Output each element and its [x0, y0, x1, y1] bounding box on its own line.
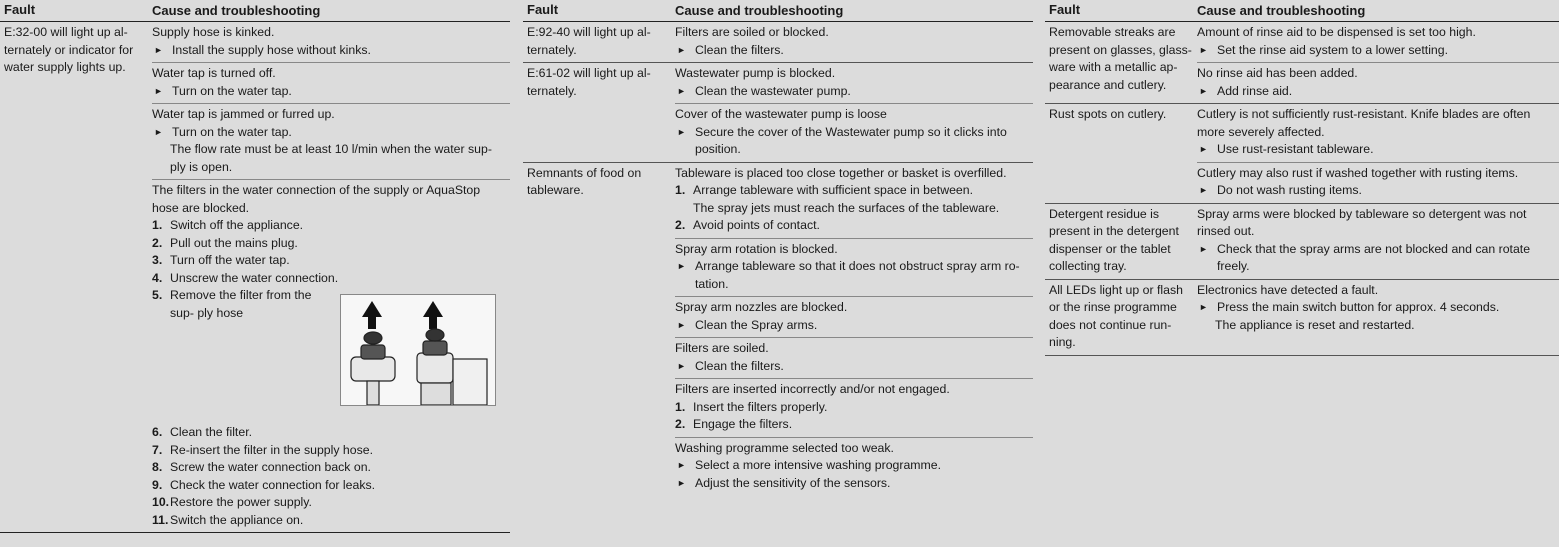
bullet-item: ► Install the supply hose without kinks. — [152, 42, 510, 60]
table-row — [1045, 104, 1559, 204]
fault-header: Fault — [4, 2, 36, 18]
triangle-icon: ► — [677, 85, 686, 96]
cause-block: Cutlery may also rust if washed together with rusting items. ► Do not wash rusting items. — [1197, 163, 1559, 203]
cause-block: Washing programme selected too weak. ► Select a more intensive washing programme. ► Adjust the sensitivity of the sensors. — [675, 438, 1033, 496]
fault-text: Detergent residue is present in the detergent dispenser or the tablet collecting tray. — [1049, 206, 1179, 273]
cause-block: Cover of the wastewater pump is loose ► Secure the cover of the Wastewater pump so it clicks into position. — [675, 104, 1033, 162]
cause-block: Filters are soiled. ► Clean the filters. — [675, 338, 1033, 379]
step-item: 6. Clean the filter. — [152, 425, 253, 439]
cause-title: Water tap is jammed or furred up. — [152, 107, 335, 121]
table-column-1 — [0, 0, 510, 533]
fault-text: E:61-02 will light up al- ternately. — [527, 66, 651, 98]
cause-block — [152, 22, 510, 63]
step-item: 10. Restore the power supply. — [152, 495, 312, 509]
triangle-icon: ► — [677, 477, 686, 488]
triangle-icon: ► — [1199, 44, 1208, 55]
cause-block — [152, 63, 510, 104]
cause-block: Spray arm rotation is blocked. ► Arrange tableware so that it does not obstruct spray arm ro- tation. — [675, 239, 1033, 298]
step-item: 4. Unscrew the water connection. — [152, 270, 339, 285]
table-row — [0, 22, 510, 533]
triangle-icon: ► — [154, 126, 163, 137]
triangle-icon: ► — [677, 44, 686, 55]
table-header — [523, 0, 1033, 22]
step-item: 3. Turn off the water tap. — [152, 253, 290, 267]
cause-block: Spray arm nozzles are blocked. ► Clean the Spray arms. — [675, 297, 1033, 338]
fault-header: Fault — [1049, 2, 1081, 18]
table-header — [1045, 0, 1559, 22]
bullet-item: ► Turn on the water tap. — [152, 83, 510, 101]
triangle-icon: ► — [677, 460, 686, 470]
cause-title: Supply hose is kinked. — [152, 25, 275, 39]
fault-text: E:32-00 will light up al- ternately or indicator for water supply lights up. — [4, 25, 134, 74]
cause-block: Electronics have detected a fault. ► Press the main switch button for approx. 4 seconds. The appliance is reset and restarted. — [1197, 282, 1500, 332]
table-row — [523, 163, 1033, 496]
step-item: 8. Screw the water connection back on. — [152, 460, 371, 474]
cause-header: Cause and troubleshooting — [1197, 2, 1366, 18]
cause-title: The filters in the water connection of the supply or AquaStop hose are blocked. — [152, 183, 481, 215]
table-header — [0, 0, 510, 22]
triangle-icon: ► — [677, 319, 686, 330]
triangle-icon: ► — [1199, 85, 1208, 96]
triangle-icon: ► — [1199, 185, 1208, 195]
fault-text: Removable streaks are present on glasses, glass- ware with a metallic ap- pearance and cutlery. — [1049, 25, 1192, 92]
triangle-icon: ► — [1199, 243, 1208, 254]
triangle-icon: ► — [1199, 144, 1208, 154]
table-column-3 — [1045, 0, 1559, 356]
table-row — [523, 63, 1033, 163]
triangle-icon: ► — [677, 261, 686, 271]
fault-text: Rust spots on cutlery. — [1049, 107, 1167, 121]
cause-block: Spray arms were blocked by tableware so detergent was not rinsed out. ► Check that the spray arms are not blocked and can rotate freely. — [1197, 204, 1559, 279]
filter-illustration — [340, 294, 496, 406]
step-item: 7. Re-insert the filter in the supply hose. — [152, 442, 374, 457]
table-row — [1045, 280, 1559, 356]
cause-block: Amount of rinse aid to be dispensed is set too high. ► Set the rinse aid system to a lower setting. — [1197, 22, 1559, 63]
bullet-item: ► Turn on the water tap. — [152, 124, 510, 142]
step-item: 9. Check the water connection for leaks. — [152, 477, 376, 492]
cause-block: Tableware is placed too close together or basket is overfilled. 1. Arrange tableware with sufficient space in between. The spray jets must reach the surfaces of the tableware. 2. Avoid points of contact. — [675, 163, 1033, 239]
cause-block: Filters are soiled or blocked. ► Clean the filters. — [675, 22, 1033, 62]
cause-header: Cause and troubleshooting — [152, 2, 321, 18]
cause-block: No rinse aid has been added. ► Add rinse aid. — [1197, 63, 1559, 103]
cause-block: Wastewater pump is blocked. ► Clean the wastewater pump. — [675, 63, 1033, 104]
fault-text: E:92-40 will light up al- ternately. — [527, 25, 651, 57]
triangle-icon: ► — [677, 126, 686, 137]
fault-header: Fault — [527, 2, 559, 18]
step-item: 1. Switch off the appliance. — [152, 218, 304, 232]
triangle-icon: ► — [1199, 302, 1208, 312]
cause-title: Water tap is turned off. — [152, 66, 276, 80]
fault-text: Remnants of food on tableware. — [527, 165, 642, 197]
filter-removal-icon — [341, 295, 495, 405]
step-item: 11. Switch the appliance on. — [152, 512, 304, 527]
table-row — [523, 22, 1033, 63]
cause-block: Filters are inserted incorrectly and/or not engaged. 1. Insert the filters properly. 2. Engage the filters. — [675, 379, 1033, 438]
cause-header: Cause and troubleshooting — [675, 2, 844, 18]
triangle-icon: ► — [154, 85, 163, 96]
triangle-icon: ► — [677, 360, 686, 371]
note: The flow rate must be at least 10 l/min when the water sup- ply is open. — [170, 142, 492, 174]
causes — [152, 22, 510, 532]
table-row — [1045, 22, 1559, 104]
table-row — [1045, 204, 1559, 280]
cause-block — [152, 104, 510, 180]
cause-block: Cutlery is not sufficiently rust-resistant. Knife blades are often more severely affected. ► Use rust-resistant tableware. — [1197, 104, 1559, 163]
fault-text: All LEDs light up or flash or the rinse programme does not continue run- ning. — [1049, 282, 1183, 349]
step-item: 5. Remove the filter from the sup- ply hose — [152, 288, 312, 320]
triangle-icon: ► — [154, 44, 163, 55]
step-item: 2. Pull out the mains plug. — [152, 235, 298, 250]
table-column-2 — [523, 0, 1033, 495]
cause-block — [152, 180, 510, 532]
